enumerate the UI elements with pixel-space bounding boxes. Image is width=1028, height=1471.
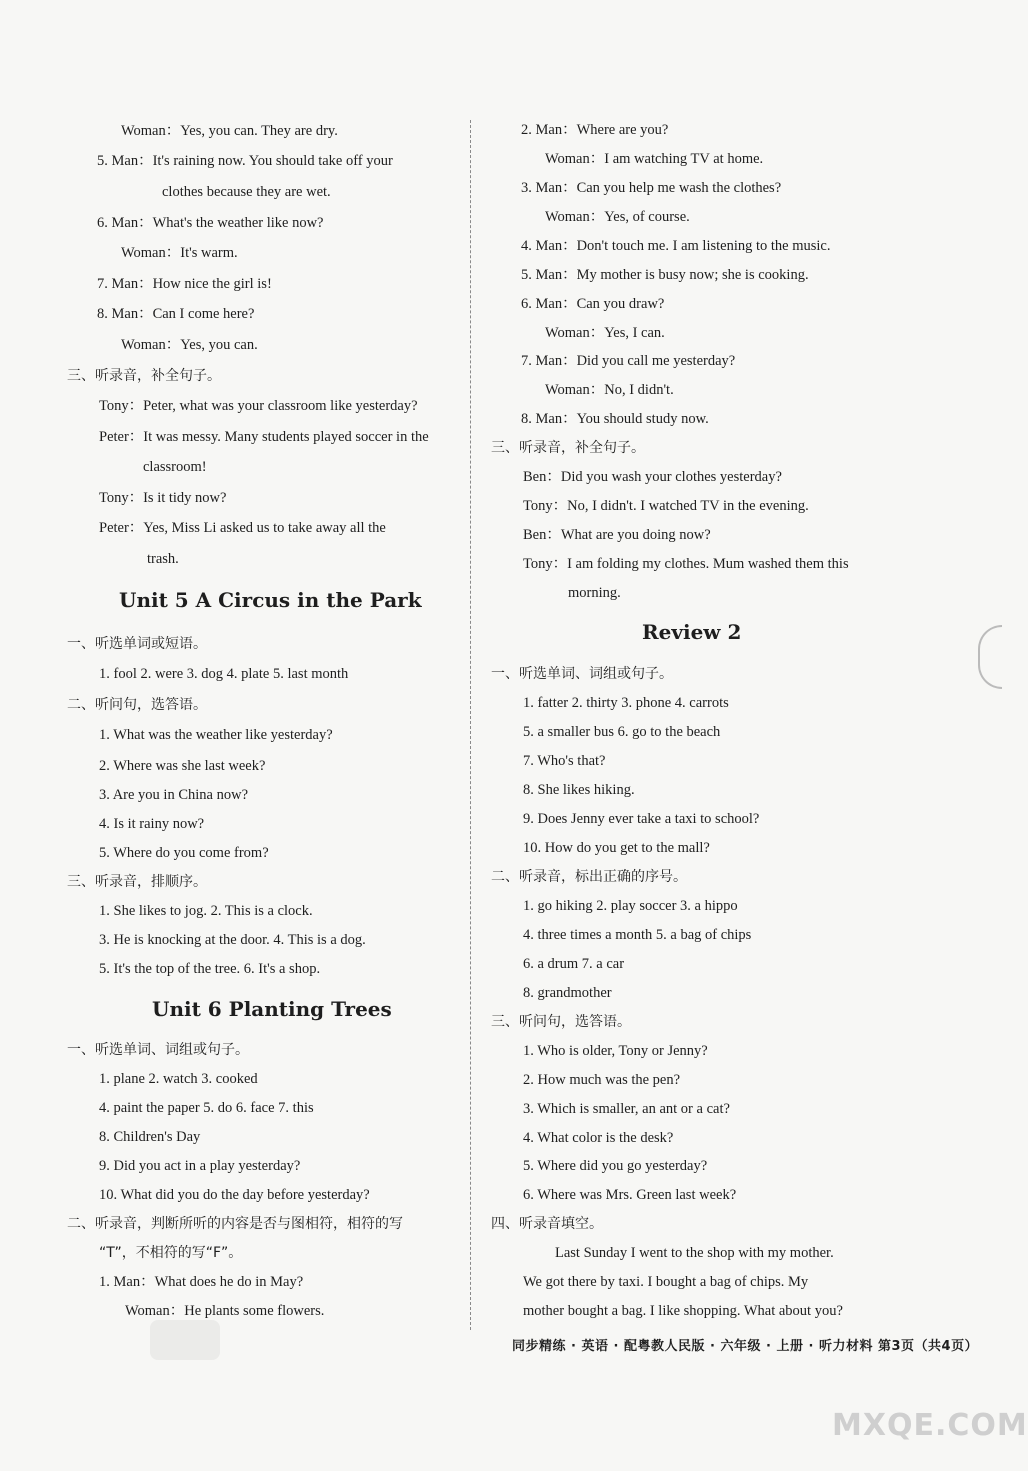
answer-line: 1. fool 2. were 3. dog 4. plate 5. last month bbox=[99, 666, 349, 682]
question-line: 3. Which is smaller, an ant or a cat? bbox=[523, 1101, 730, 1117]
answer-line: 9. Did you act in a play yesterday? bbox=[99, 1158, 301, 1174]
question-line: 1. What was the weather like yesterday? bbox=[99, 727, 333, 743]
answer-line: 1. She likes to jog. 2. This is a clock. bbox=[99, 903, 313, 919]
section-heading: 一、听选单词或短语。 bbox=[67, 636, 207, 652]
question-line: 1. Who is older, Tony or Jenny? bbox=[523, 1043, 708, 1059]
dialogue-line: Woman：Yes, I can. bbox=[545, 325, 665, 341]
binding-edge-mark bbox=[978, 625, 1002, 689]
dialogue-line: Woman：No, I didn't. bbox=[545, 382, 674, 398]
answer-line: 1. fatter 2. thirty 3. phone 4. carrots bbox=[523, 695, 729, 711]
dialogue-line: Tony：Is it tidy now? bbox=[99, 490, 227, 506]
dialogue-line: Woman：He plants some flowers. bbox=[125, 1303, 325, 1319]
answer-line: 8. She likes hiking. bbox=[523, 782, 635, 798]
answer-line: 4. three times a month 5. a bag of chips bbox=[523, 927, 752, 943]
section-heading: 四、听录音填空。 bbox=[491, 1216, 603, 1232]
question-line: 5. Where did you go yesterday? bbox=[523, 1158, 708, 1174]
dialogue-line: 4. Man：Don't touch me. I am listening to the music. bbox=[521, 238, 831, 254]
dialogue-line: 5. Man：It's raining now. You should take off your bbox=[97, 153, 393, 169]
dialogue-line: classroom! bbox=[143, 459, 207, 475]
dialogue-line: trash. bbox=[147, 551, 179, 567]
dialogue-line: Peter：It was messy. Many students played soccer in the bbox=[99, 429, 429, 445]
section-heading: 二、听录音，判断所听的内容是否与图相符，相符的写 bbox=[67, 1216, 403, 1232]
stamp-mark bbox=[150, 1320, 220, 1360]
passage-line: Last Sunday I went to the shop with my mother. bbox=[555, 1245, 834, 1261]
dialogue-line: 3. Man：Can you help me wash the clothes? bbox=[521, 180, 782, 196]
unit-5-title: Unit 5 A Circus in the Park bbox=[119, 588, 422, 612]
section-heading: 三、听录音，排顺序。 bbox=[67, 874, 207, 890]
passage-line: We got there by taxi. I bought a bag of chips. My bbox=[523, 1274, 809, 1290]
dialogue-line: Tony：I am folding my clothes. Mum washed them this bbox=[523, 556, 849, 572]
dialogue-line: 7. Man：How nice the girl is! bbox=[97, 276, 272, 292]
question-line: 4. What color is the desk? bbox=[523, 1130, 674, 1146]
review-2-title: Review 2 bbox=[642, 620, 742, 644]
answer-line: 4. paint the paper 5. do 6. face 7. this bbox=[99, 1100, 314, 1116]
dialogue-line: Woman：Yes, you can. They are dry. bbox=[121, 123, 338, 139]
section-heading: 三、听录音，补全句子。 bbox=[491, 440, 645, 456]
dialogue-line: 5. Man：My mother is busy now; she is cooking. bbox=[521, 267, 809, 283]
question-line: 4. Is it rainy now? bbox=[99, 816, 205, 832]
section-heading: 一、听选单词、词组或句子。 bbox=[67, 1042, 249, 1058]
column-divider bbox=[470, 120, 471, 1330]
dialogue-line: 2. Man：Where are you? bbox=[521, 122, 669, 138]
answer-line: 1. plane 2. watch 3. cooked bbox=[99, 1071, 258, 1087]
question-line: 3. Are you in China now? bbox=[99, 787, 249, 803]
dialogue-line: 7. Man：Did you call me yesterday? bbox=[521, 353, 736, 369]
dialogue-line: Woman：Yes, of course. bbox=[545, 209, 690, 225]
dialogue-line: Tony：No, I didn't. I watched TV in the evening. bbox=[523, 498, 809, 514]
dialogue-line: Woman：It's warm. bbox=[121, 245, 238, 261]
dialogue-line: Peter：Yes, Miss Li asked us to take away all the bbox=[99, 520, 386, 536]
section-heading: 一、听选单词、词组或句子。 bbox=[491, 666, 673, 682]
answer-line: 8. Children's Day bbox=[99, 1129, 201, 1145]
answer-line: 10. What did you do the day before yesterday? bbox=[99, 1187, 370, 1203]
watermark: MXQE.COM bbox=[832, 1408, 1028, 1443]
answer-line: 8. grandmother bbox=[523, 985, 612, 1001]
section-heading: 二、听录音，标出正确的序号。 bbox=[491, 869, 687, 885]
section-heading: 三、听录音，补全句子。 bbox=[67, 368, 221, 384]
answer-line: 5. It's the top of the tree. 6. It's a shop. bbox=[99, 961, 321, 977]
answer-line: 7. Who's that? bbox=[523, 753, 606, 769]
dialogue-line: clothes because they are wet. bbox=[162, 184, 331, 200]
dialogue-line: Woman：I am watching TV at home. bbox=[545, 151, 764, 167]
dialogue-line: Ben：Did you wash your clothes yesterday? bbox=[523, 469, 782, 485]
question-line: 2. Where was she last week? bbox=[99, 758, 266, 774]
question-line: 2. How much was the pen? bbox=[523, 1072, 681, 1088]
page-footer: 同步精练 · 英语 · 配粤教人民版 · 六年级 · 上册 · 听力材料 第3页（共4页） bbox=[512, 1339, 979, 1354]
section-heading: 二、听问句，选答语。 bbox=[67, 697, 207, 713]
passage-line: mother bought a bag. I like shopping. What about you? bbox=[523, 1303, 843, 1319]
section-heading: 三、听问句，选答语。 bbox=[491, 1014, 631, 1030]
dialogue-line: 1. Man：What does he do in May? bbox=[99, 1274, 304, 1290]
dialogue-line: morning. bbox=[568, 585, 621, 601]
section-heading-cont: “T”，不相符的写“F”。 bbox=[99, 1245, 243, 1261]
dialogue-line: 6. Man：What's the weather like now? bbox=[97, 215, 324, 231]
dialogue-line: Tony：Peter, what was your classroom like yesterday? bbox=[99, 398, 418, 414]
unit-6-title: Unit 6 Planting Trees bbox=[152, 997, 392, 1021]
answer-line: 1. go hiking 2. play soccer 3. a hippo bbox=[523, 898, 738, 914]
dialogue-line: 8. Man：Can I come here? bbox=[97, 306, 255, 322]
question-line: 5. Where do you come from? bbox=[99, 845, 269, 861]
dialogue-line: Woman：Yes, you can. bbox=[121, 337, 258, 353]
answer-line: 3. He is knocking at the door. 4. This is a dog. bbox=[99, 932, 366, 948]
answer-line: 6. a drum 7. a car bbox=[523, 956, 625, 972]
answer-line: 5. a smaller bus 6. go to the beach bbox=[523, 724, 721, 740]
dialogue-line: Ben：What are you doing now? bbox=[523, 527, 711, 543]
answer-line: 9. Does Jenny ever take a taxi to school? bbox=[523, 811, 760, 827]
answer-line: 10. How do you get to the mall? bbox=[523, 840, 710, 856]
question-line: 6. Where was Mrs. Green last week? bbox=[523, 1187, 737, 1203]
dialogue-line: 8. Man：You should study now. bbox=[521, 411, 709, 427]
dialogue-line: 6. Man：Can you draw? bbox=[521, 296, 665, 312]
